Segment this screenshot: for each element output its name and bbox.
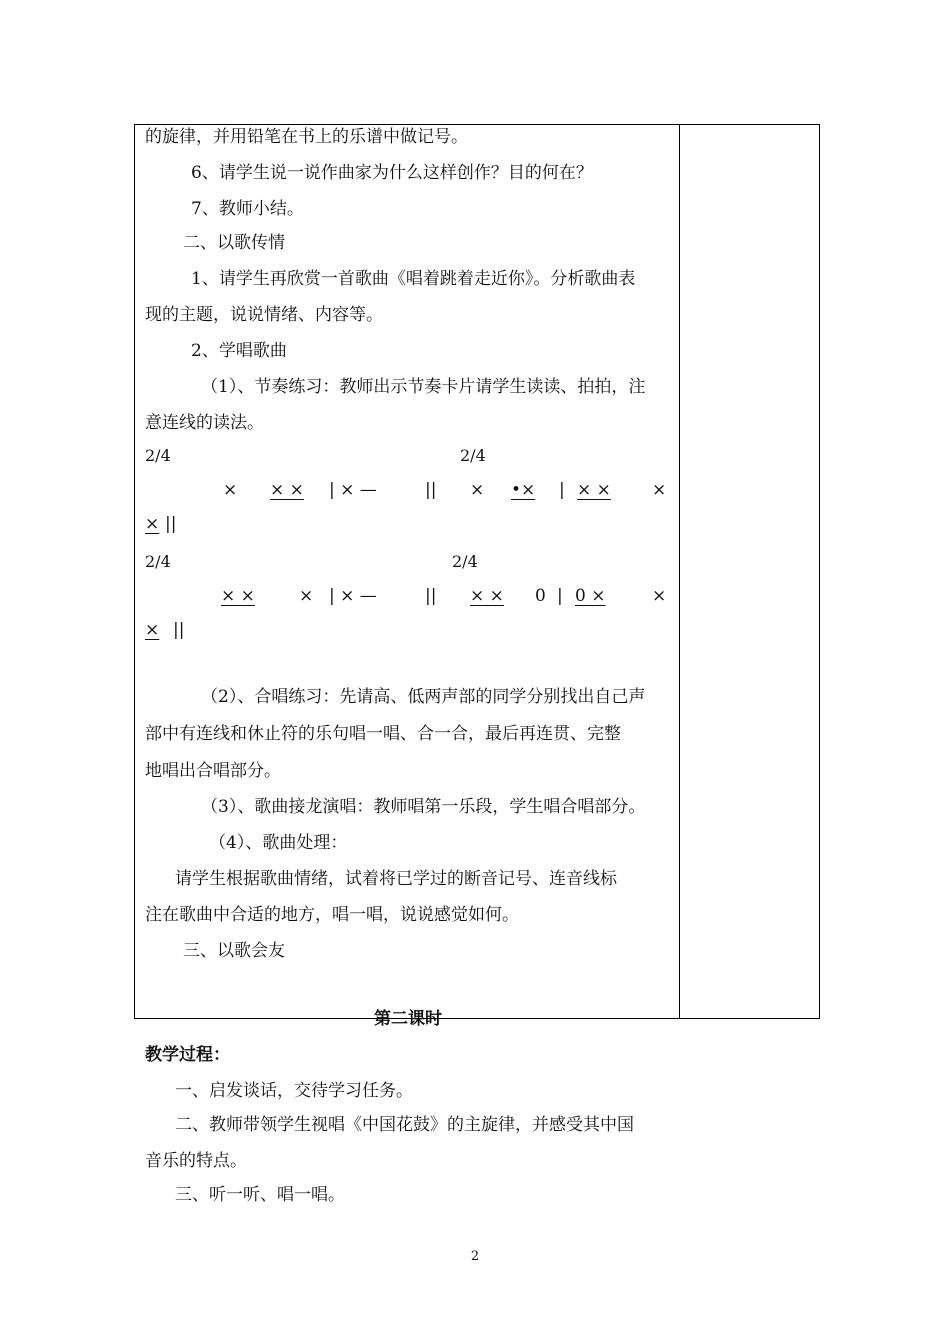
text-line: （4）、歌曲处理： <box>209 833 348 853</box>
rhythm-note: × <box>223 480 238 500</box>
text-line: 意连线的读法。 <box>145 413 264 433</box>
text-line: 6、请学生说一说作曲家为什么这样创作？目的何在？ <box>191 163 593 183</box>
section-title: 第二课时 <box>374 1009 442 1029</box>
rhythm-barline: || <box>425 480 437 500</box>
rhythm-note: × <box>652 480 667 500</box>
rhythm-note: | × — <box>329 586 377 606</box>
time-signature: 2/4 <box>145 446 171 465</box>
rhythm-note: × <box>145 514 160 534</box>
lesson-content-cell <box>135 125 679 1205</box>
rhythm-note: × × <box>577 480 611 500</box>
text-line: （3）、歌曲接龙演唱：教师唱第一乐段，学生唱合唱部分。 <box>201 797 646 817</box>
rhythm-rest: 0 <box>535 586 546 606</box>
text-line: 二、以歌传情 <box>183 233 285 253</box>
rhythm-barline: | <box>557 586 563 606</box>
rhythm-note: × × <box>470 586 504 606</box>
text-line: 7、教师小结。 <box>191 199 304 219</box>
text-line: 音乐的特点。 <box>145 1151 247 1171</box>
text-line: 地唱出合唱部分。 <box>145 761 281 781</box>
rhythm-note: × <box>299 586 314 606</box>
text-line: 现的主题，说说情绪、内容等。 <box>145 305 383 325</box>
rhythm-barline: || <box>165 514 177 534</box>
time-signature: 2/4 <box>145 552 171 571</box>
text-line: 一、启发谈话，交待学习任务。 <box>175 1081 413 1101</box>
page-number: 2 <box>470 1249 480 1264</box>
rhythm-note: 0 × <box>575 586 606 606</box>
text-line: 的旋律，并用铅笔在书上的乐谱中做记号。 <box>145 127 468 147</box>
text-line: 请学生根据歌曲情绪，试着将已学过的断音记号、连音线标 <box>175 869 617 889</box>
text-line: 部中有连线和休止符的乐句唱一唱、合一合，最后再连贯、完整 <box>145 724 621 744</box>
text-line: 注在歌曲中合适的地方，唱一唱，说说感觉如何。 <box>145 905 519 925</box>
rhythm-note: | × — <box>329 480 377 500</box>
lesson-table <box>134 124 820 1205</box>
text-line: （1）、节奏练习：教师出示节奏卡片请学生读读、拍拍，注 <box>201 377 646 397</box>
column-divider <box>679 125 680 1018</box>
rhythm-note: × × <box>270 480 304 500</box>
text-line: 三、以歌会友 <box>183 941 285 961</box>
section-label: 教学过程： <box>145 1045 230 1065</box>
text-line: 二、教师带领学生视唱《中国花鼓》的主旋律，并感受其中国 <box>175 1115 634 1135</box>
rhythm-barline: || <box>173 620 185 640</box>
rhythm-note: •× <box>511 480 536 500</box>
rhythm-note: × <box>145 620 160 640</box>
rhythm-note: × <box>470 480 485 500</box>
rhythm-note: × <box>652 586 667 606</box>
text-line: （2）、合唱练习：先请高、低两声部的同学分别找出自己声 <box>201 687 646 707</box>
time-signature: 2/4 <box>460 446 486 465</box>
rhythm-barline: || <box>425 586 437 606</box>
text-line: 三、听一听、唱一唱。 <box>175 1185 345 1205</box>
text-line: 1、请学生再欣赏一首歌曲《唱着跳着走近你》。分析歌曲表 <box>191 269 636 289</box>
rhythm-note: × × <box>221 586 255 606</box>
text-line: 2、学唱歌曲 <box>191 341 287 361</box>
rhythm-barline: | <box>559 480 565 500</box>
time-signature: 2/4 <box>452 552 478 571</box>
